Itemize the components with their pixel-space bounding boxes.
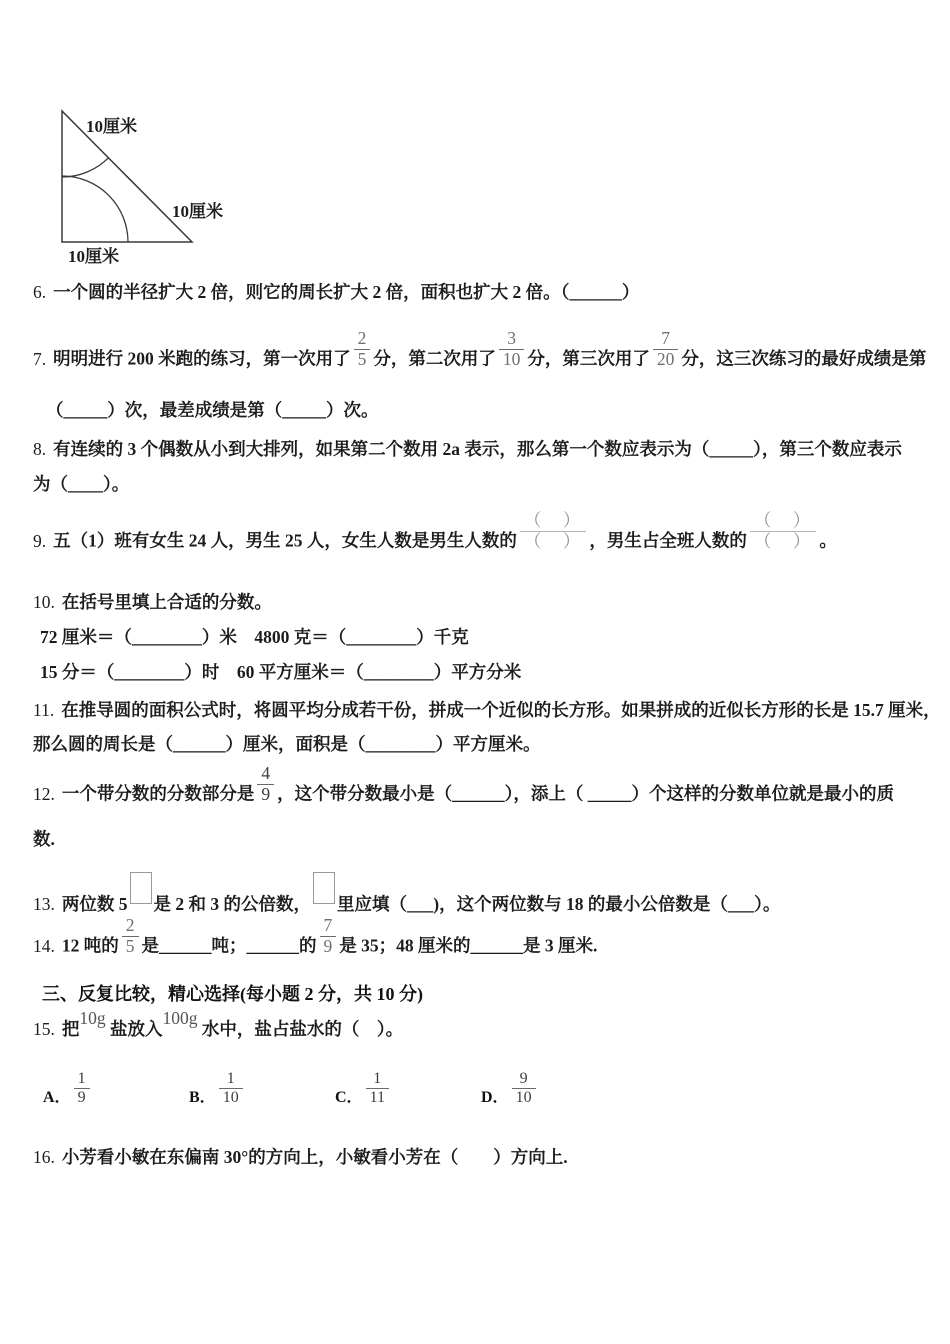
question-14: [33, 916, 597, 958]
triangle-figure: [40, 88, 290, 278]
fraction-3-10: [499, 329, 525, 369]
question-14-text-3: 是 35；48 厘米的______是 3 厘米.: [339, 935, 598, 956]
fraction-numerator: 4: [257, 764, 274, 785]
question-10-number: 10.: [33, 592, 55, 612]
question-14-text-1: 12 吨的: [61, 935, 119, 956]
water-amount-label: 100g: [162, 1008, 198, 1028]
question-12-line-2: [33, 828, 55, 852]
fraction-2-5: [354, 329, 371, 369]
fraction-numerator: 3: [499, 329, 525, 350]
question-7-text-2: 分，第二次用了: [373, 348, 496, 369]
question-6-text: 一个圆的半径扩大 2 倍，则它的周长扩大 2 倍，面积也扩大 2 倍。（______）: [53, 282, 640, 302]
question-9-text-2: ，男生占全班人数的: [589, 530, 747, 551]
question-10-title: [33, 591, 272, 615]
question-8-number: 8.: [33, 439, 47, 459]
question-10-conversions-1: 72 厘米＝（________）米 4800 克＝（________）千克: [40, 627, 469, 647]
option-b-fraction: [219, 1070, 243, 1107]
question-7-text-3: 分，第三次用了: [527, 348, 650, 369]
option-a-fraction: [74, 1070, 90, 1107]
section-3-title: 三、反复比较，精心选择(每小题 2 分，共 10 分): [42, 984, 423, 1004]
fraction-denominator: 9: [261, 783, 271, 804]
fraction-numerator: 1: [74, 1070, 90, 1089]
question-6: [33, 281, 639, 305]
question-11-text-2: 那么圆的周长是（______）厘米，面积是（________）平方厘米。: [33, 734, 541, 754]
question-16-number: 16.: [33, 1147, 55, 1167]
empty-box: [313, 872, 335, 904]
question-15: [33, 1008, 404, 1042]
fraction-2-5: [122, 916, 139, 956]
fraction-denominator: 11: [369, 1088, 385, 1106]
fraction-7-9: [320, 916, 337, 956]
question-14-number: 14.: [33, 935, 55, 956]
fraction-denominator: 9: [77, 1088, 86, 1106]
fraction-4-9: [257, 764, 274, 804]
question-7-number: 7.: [33, 348, 47, 369]
question-9-text-3: 。: [819, 530, 837, 551]
question-12-line-1: [33, 764, 894, 806]
question-7-line-2: [46, 399, 379, 423]
arc-lower: [62, 176, 128, 242]
question-16: [33, 1146, 568, 1170]
question-15-options: [43, 1070, 627, 1107]
question-8-text-2: 为（____）。: [33, 474, 130, 494]
question-13-number: 13.: [33, 894, 55, 914]
question-10-text: 在括号里填上合适的分数。: [61, 592, 272, 612]
fraction-denominator: 10: [515, 1088, 532, 1106]
question-12-text-2: ，这个带分数最小是（______），添上（ _____）个这样的分数单位就是最小的质: [277, 783, 894, 804]
fraction-denominator-blank: （ ）: [753, 530, 813, 551]
arc-upper: [62, 158, 109, 177]
fraction-numerator: 7: [653, 329, 679, 350]
option-b: [189, 1070, 335, 1107]
figure-label-bottom: 10厘米: [68, 247, 119, 266]
question-9-number: 9.: [33, 530, 47, 551]
question-7-text-5: （_____）次，最差成绩是第（_____）次。: [46, 400, 379, 420]
option-d-label: D．: [481, 1088, 509, 1106]
question-9: [33, 511, 837, 553]
question-8-line-1: [33, 438, 902, 462]
option-c-fraction: [366, 1070, 389, 1107]
question-11-line-1: [33, 699, 941, 723]
question-15-text-1: 把: [61, 1019, 80, 1039]
option-c: [335, 1070, 481, 1107]
section-3-heading: [42, 982, 423, 1006]
figure-label-right: 10厘米: [172, 202, 223, 221]
fraction-denominator-blank: （ ）: [523, 530, 583, 551]
fraction-denominator: 10: [502, 348, 521, 369]
fraction-denominator: 10: [222, 1088, 239, 1106]
fraction-numerator: 7: [320, 916, 337, 937]
blank-fraction: [750, 511, 817, 551]
question-13: [33, 872, 780, 917]
option-d: [481, 1070, 627, 1107]
question-16-text: 小芳看小敏在东偏南 30°的方向上，小敏看小芳在（ ）方向上.: [61, 1147, 568, 1167]
question-12-text-1: 一个带分数的分数部分是: [61, 783, 255, 804]
question-6-number: 6.: [33, 282, 47, 302]
question-11-number: 11.: [33, 700, 55, 720]
option-d-fraction: [512, 1070, 536, 1107]
question-12-text-3: 数.: [33, 829, 55, 849]
option-b-label: B．: [189, 1088, 216, 1106]
question-8-line-2: [33, 473, 129, 497]
question-11-text-1: 在推导圆的面积公式时，将圆平均分成若干份，拼成一个近似的长方形。如果拼成的近似长方形的长是 15.7 厘米，: [61, 700, 941, 720]
question-15-number: 15.: [33, 1019, 55, 1039]
question-7-text-1: 明明进行 200 米跑的练习，第一次用了: [53, 348, 351, 369]
option-a-label: A．: [43, 1088, 71, 1106]
option-c-label: C．: [335, 1088, 363, 1106]
fraction-numerator-blank: （ ）: [750, 511, 817, 532]
salt-amount-label: 10g: [79, 1008, 106, 1028]
empty-box: [130, 872, 152, 904]
question-14-text-2: 是______吨；______的: [141, 935, 317, 956]
fraction-7-20: [653, 329, 679, 369]
fraction-numerator: 2: [354, 329, 371, 350]
figure-label-top: 10厘米: [86, 117, 137, 136]
question-9-text-1: 五（1）班有女生 24 人，男生 25 人，女生人数是男生人数的: [53, 530, 517, 551]
question-15-text-3: 水中，盐占盐水的（ ）。: [201, 1019, 404, 1039]
question-7-text-4: 分，这三次练习的最好成绩是第: [681, 348, 927, 369]
question-15-text-2: 盐放入: [110, 1019, 163, 1039]
fraction-denominator: 5: [357, 348, 367, 369]
question-11-line-2: [33, 733, 541, 757]
question-12-number: 12.: [33, 783, 55, 804]
question-7-line-1: [33, 329, 926, 371]
fraction-numerator-blank: （ ）: [520, 511, 587, 532]
blank-fraction: [520, 511, 587, 551]
fraction-numerator: 1: [366, 1070, 389, 1089]
fraction-denominator: 20: [656, 348, 675, 369]
fraction-numerator: 1: [219, 1070, 243, 1089]
question-10-line-3: [40, 661, 521, 685]
fraction-denominator: 5: [125, 935, 135, 956]
question-10-conversions-2: 15 分＝（________）时 60 平方厘米＝（________）平方分米: [40, 662, 522, 682]
question-13-text-3: 里应填（___)，这个两位数与 18 的最小公倍数是（___）。: [337, 894, 781, 914]
option-a: [43, 1070, 189, 1107]
question-13-text-1: 两位数 5: [61, 894, 128, 914]
fraction-numerator: 9: [512, 1070, 536, 1089]
fraction-denominator: 9: [323, 935, 333, 956]
question-8-text-1: 有连续的 3 个偶数从小到大排列，如果第二个数用 2a 表示，那么第一个数应表示为（_____），第三个数应表示: [53, 439, 902, 459]
question-10-line-2: [40, 626, 469, 650]
fraction-numerator: 2: [122, 916, 139, 937]
question-13-text-2: 是 2 和 3 的公倍数，: [153, 894, 311, 914]
